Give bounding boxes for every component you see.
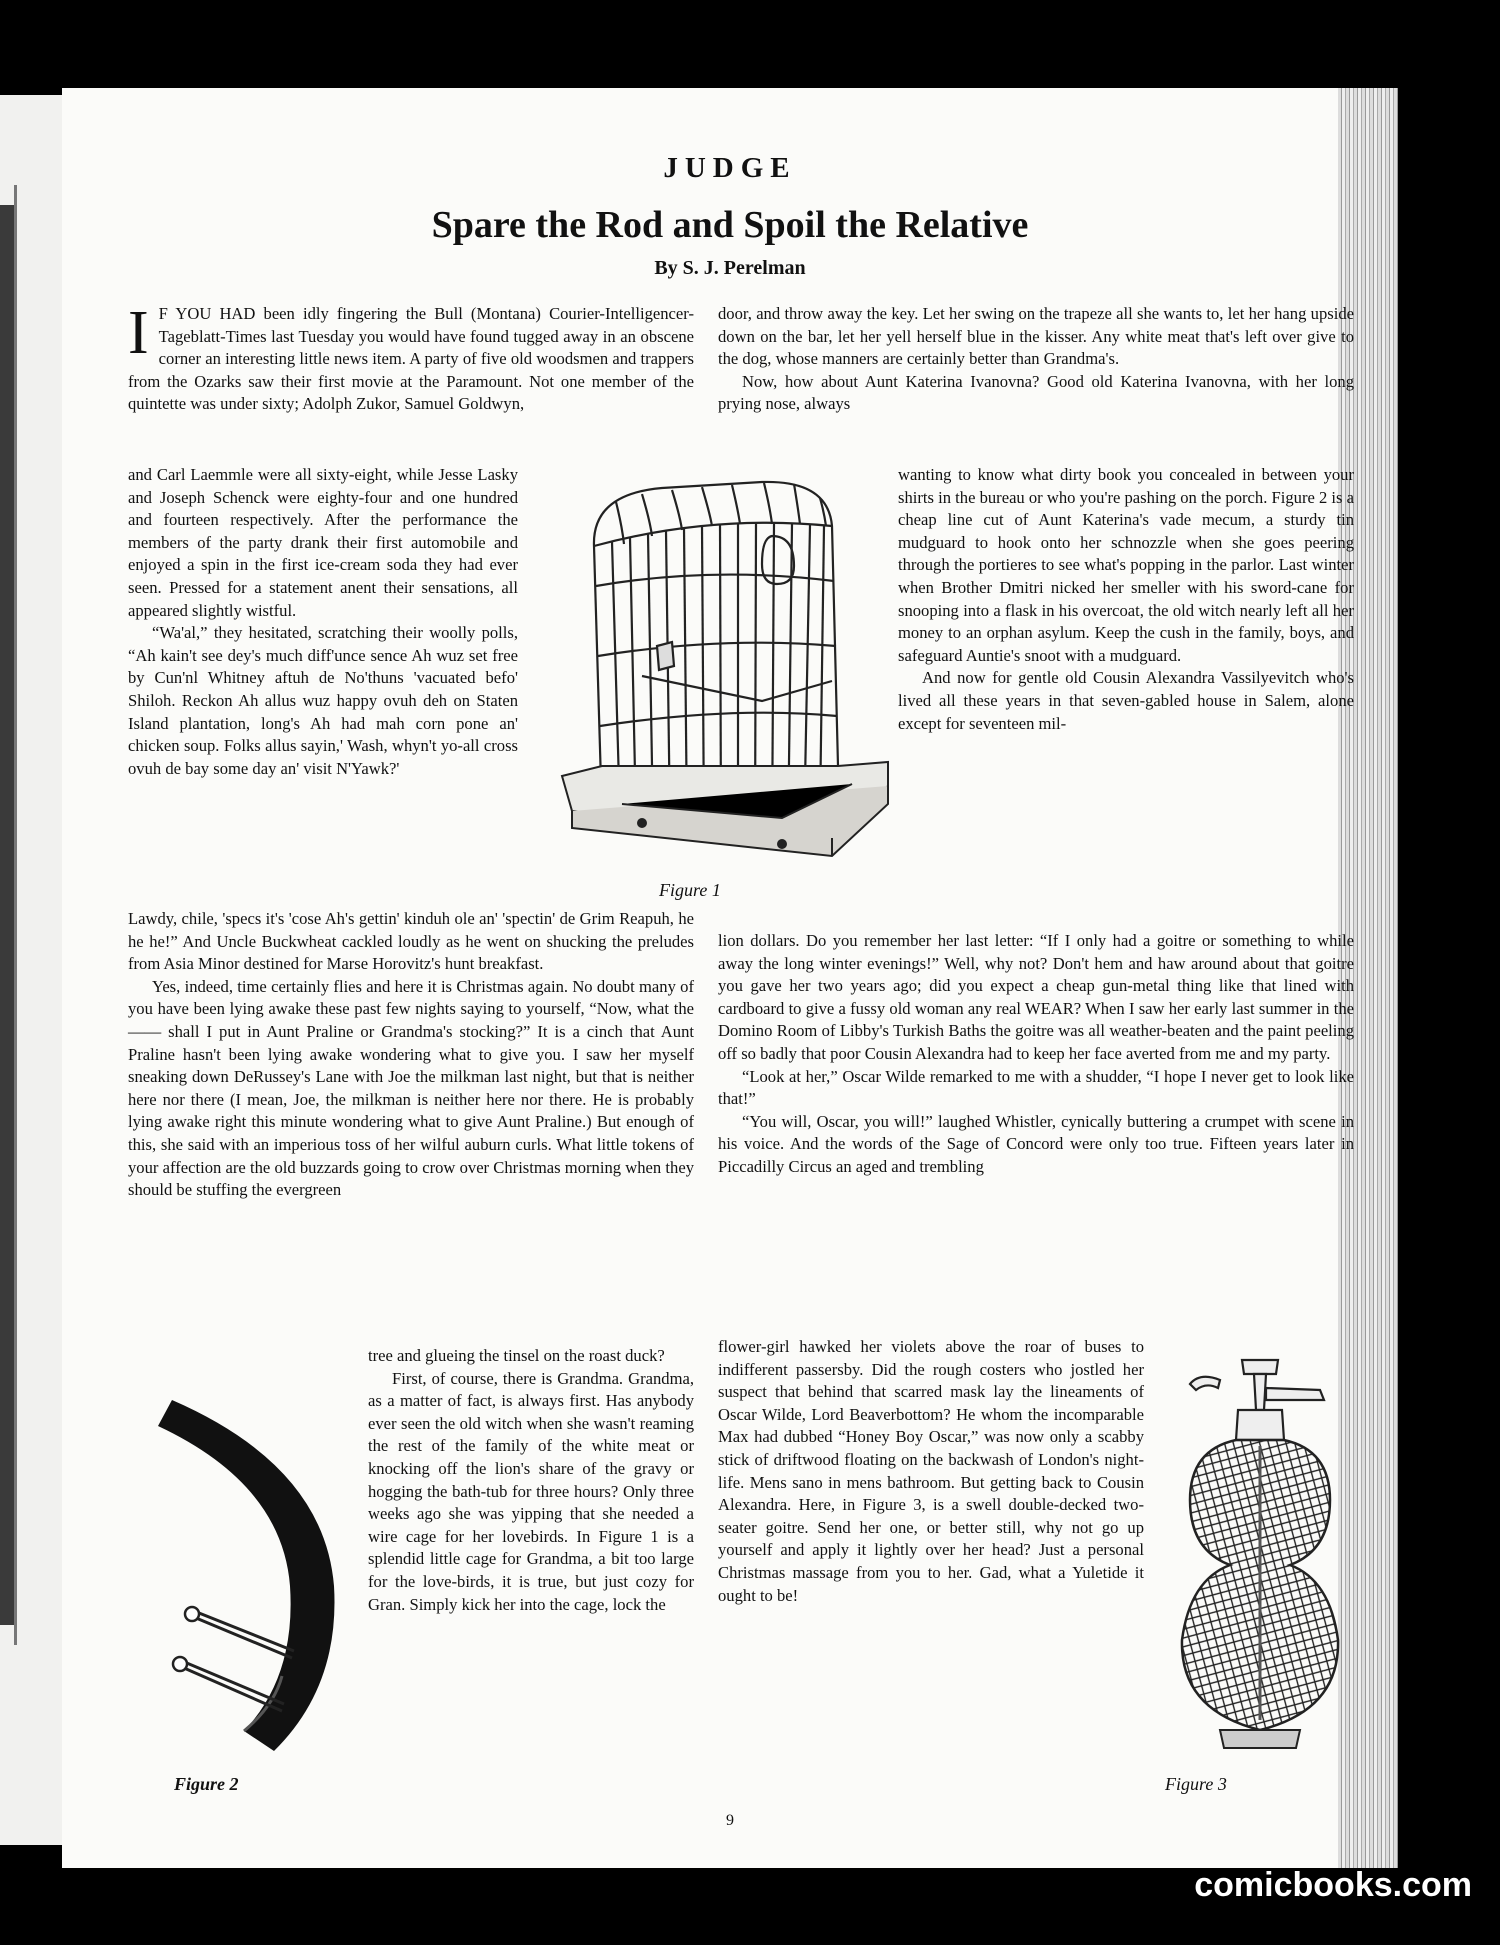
paragraph: Now, how about Aunt Katerina Ivanovna? Good old Katerina Ivanovna, with her long prying nose, always xyxy=(718,371,1354,414)
paragraph: First, of course, there is Grandma. Grandma, as a matter of fact, is always first. Has anybody ever seen the old witch when she wasn't reaming the rest of the family of the white meat or knocking off the lion's share of the gravy or hogging the bath-tub for three hours? Only three weeks ago she was yipping that she needed a wire cage for her lovebirds. In Figure 1 is a splendid little cage for Grandma, a bit too large for the love-birds, it is true, but just cozy for Gran. Simply kick her into the cage, lock the xyxy=(368,1368,694,1614)
facing-page-strip xyxy=(0,205,14,1625)
drop-cap: I xyxy=(128,299,149,367)
col2-top-text xyxy=(718,303,1354,416)
page-number: 9 xyxy=(726,1812,734,1829)
col2-narrow-text xyxy=(718,1336,1144,1607)
paragraph: and Carl Laemmle were all sixty-eight, while Jesse Lasky and Joseph Schenck were eighty-four and one hundred and fourteen respectively. After the performance the members of the party drank their first automobile and enjoyed a spin in the first ice-cream soda they had ever seen. Pressed for a statement anent their sensations, all appeared slightly wistful. xyxy=(128,465,518,620)
paragraph: “You will, Oscar, you will!” laughed Whistler, cynically buttering a crumpet with scene in his voice. And the words of the Sage of Concord were only too true. Fifteen years later in Piccadilly Circus an aged and trembling xyxy=(718,1111,1354,1176)
paragraph: “Wa'al,” they hesitated, scratching their woolly polls, “Ah kain't see dey's much diff'unce sence Ah wuz set free by Cun'nl Whitney aftuh de No'thuns 'vacuated befo' Shiloh. Reckon Ah allus wuz happy ovuh deh on Staten Island plantation, long's Ah had mah corn pone an' chicken soup. Folks allus sayin,' Wash, whyn't yo-all cross ovuh de bay some day an' visit N'Yawk?' xyxy=(128,623,518,778)
paragraph: Lawdy, chile, 'specs it's 'cose Ah's gettin' kinduh ole an' 'spectin' de Grim Reapuh, he he he!” And Uncle Buckwheat cackled loudly as he went on shucking the preludes from Asia Minor destined for Marse Horovitz's hunt breakfast. xyxy=(128,909,694,974)
col2-full-text xyxy=(718,930,1354,1179)
figure-1-birdcage xyxy=(532,466,932,886)
article-title: Spare the Rod and Spoil the Relative xyxy=(431,204,1029,246)
figure-1-caption: Figure 1 xyxy=(659,880,721,900)
paragraph: flower-girl hawked her violets above the roar of buses to indifferent passersby. Did the rough costers who jostled her suspect that behind that scarred mask lay the lineaments of Oscar Wilde, Lord Beaverbottom? He whom the incomparable Max had dubbed “Honey Boy Oscar,” was now only a scabby stick of driftwood floating on the backwash of London's night-life. Mens sano in mens bathroom. But getting back to Cousin Alexandra. Here, in Figure 3, is a swell double-decked two-seater goitre. Send her one, or better still, why not go up yourself and apply it lightly over her head? Just a personal Christmas massage from you to her. Gad, what a Yuletide it ought to be! xyxy=(718,1337,1144,1605)
col1-intro xyxy=(128,299,694,416)
col1-narrow-text xyxy=(368,1345,694,1616)
figure-2-mudguard xyxy=(124,1386,354,1756)
facing-page-line xyxy=(14,185,17,1645)
paragraph: tree and glueing the tinsel on the roast duck? xyxy=(368,1346,665,1365)
col1-wrap-text xyxy=(128,464,518,780)
magazine-page xyxy=(62,88,1398,1868)
figure-3-caption: Figure 3 xyxy=(1165,1774,1227,1794)
paragraph: wanting to know what dirty book you concealed in between your shirts in the bureau or who you're pashing on the porch. Figure 2 is a cheap line cut of Aunt Katerina's vade mecum, a sturdy tin mudguard to hook onto her schnozzle when she goes peering through the portieres to see what's popping in the parlor. Last winter when Brother Dmitri nicked her smeller with his sword-cane for snooping into a flask in his overcoat, the old witch nearly left all her money to an orphan asylum. Keep the cush in the family, boys, and safeguard Auntie's snoot with a mudguard. xyxy=(898,465,1355,665)
paragraph: And now for gentle old Cousin Alexandra Vassilyevitch who's lived all these years in that seven-gabled house in Salem, alone except for seventeen mil- xyxy=(898,668,1354,733)
col2-wrap-text xyxy=(898,464,1354,735)
paragraph: Yes, indeed, time certainly flies and here it is Christmas again. No doubt many of you have been lying awake these past few nights saying to yourself, “Now, what the —— shall I put in Aunt Praline or Grandma's stocking?” It is a cinch that Aunt Praline hasn't been lying awake wondering what to give you. I saw her myself sneaking down DeRussey's Lane with Joe the milkman last night, but that is neither here nor there (I mean, Joe, the milkman is neither here nor there. He is probably lying awake right this minute wondering what to give Aunt Praline.) But enough of this, she said with an imperious toss of her wilful auburn curls. What little tokens of your affection are the old buzzards going to crow over Christmas morning when they should be stuffing the evergreen xyxy=(128,976,694,1200)
masthead: JUDGE xyxy=(663,152,797,184)
intro-text: F YOU HAD been idly fingering the Bull (Montana) Courier-Intelligencer-Tageblatt-Times last Tuesday you would have found tugged away in an obscene corner an interesting little news item. A party of five old woodsmen and trappers from the Ozarks saw their first movie at the Paramount. Not one member of the quintette was under sixty; Adolph Zukor, Samuel Goldwyn, xyxy=(128,304,694,414)
watermark: comicbooks.com xyxy=(1194,1866,1472,1904)
figure-2-caption: Figure 2 xyxy=(174,1774,239,1794)
facing-page-edge xyxy=(0,95,62,1845)
paragraph: door, and throw away the key. Let her swing on the trapeze all she wants to, let her hang upside down on the bar, let her yell herself blue in the kisser. Any white meat that's left over give to the dog, whose manners are certainly better than Grandma's. xyxy=(718,304,1354,369)
col1-full-text xyxy=(128,908,694,1202)
paragraph: lion dollars. Do you remember her last letter: “If I only had a goitre or something to while away the long winter evenings!” Well, why not? Don't hem and haw around about that goitre you gave her two years ago; did you expect a cheap gun-metal thing like that lined with cardboard to give a fussy old woman any real WEAR? When I saw her early last summer in the Domino Room of Libby's Turkish Baths the goitre was all weather-beaten and the paint peeling off so badly that poor Cousin Alexandra had to keep her face averted from me and my party. xyxy=(718,931,1354,1063)
figure-3-siphon xyxy=(1160,1350,1360,1770)
paragraph: “Look at her,” Oscar Wilde remarked to me with a shudder, “I hope I never get to look like that!” xyxy=(718,1066,1354,1109)
byline: By S. J. Perelman xyxy=(654,257,806,279)
